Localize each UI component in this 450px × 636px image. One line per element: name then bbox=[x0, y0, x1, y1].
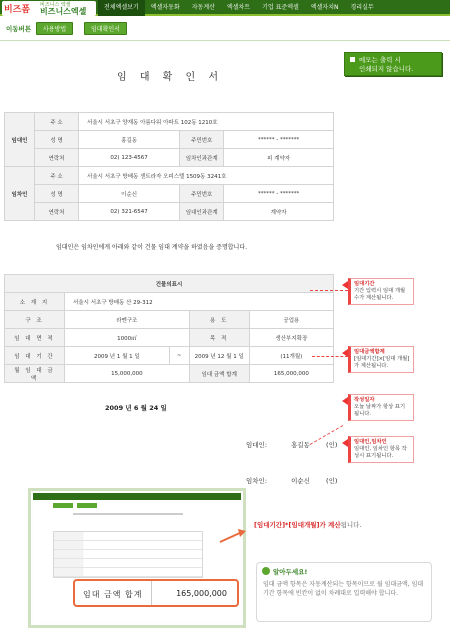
usage-button[interactable]: 사용방법 bbox=[36, 22, 73, 35]
tenant-relation[interactable]: 계약자 bbox=[224, 203, 334, 221]
mini-nav bbox=[33, 493, 241, 500]
nav-excel-chart[interactable]: 엑셀차트 bbox=[226, 4, 251, 11]
tenant-role: 임차인 bbox=[5, 167, 35, 221]
tenant-address-label: 주 소 bbox=[35, 167, 79, 185]
sign-tenant-name: 이순신 bbox=[291, 477, 310, 485]
tip-title: 알아두세요! bbox=[273, 568, 308, 576]
tenant-id-label: 주민번호 bbox=[180, 185, 224, 203]
landlord-id-label: 주민번호 bbox=[180, 131, 224, 149]
callout-body: [임대기간]×[임대 개월]가 계산됩니다. bbox=[354, 356, 410, 369]
callout-title: 임대기간 bbox=[354, 281, 375, 287]
logo-bigtext: 비즈니스엑셀 bbox=[40, 7, 87, 16]
pointer-arrow-icon bbox=[218, 528, 248, 544]
callout-total-rent bbox=[348, 346, 414, 373]
nav-all-excel[interactable]: 전체엑셀보기 bbox=[98, 0, 145, 16]
landlord-phone[interactable]: 02) 123-4567 bbox=[79, 149, 180, 167]
calc-note-mid: 가 계산 bbox=[319, 521, 341, 529]
callout-body: 오늘 날짜가 항상 표기됩니다. bbox=[354, 404, 406, 417]
building-header: 건물의표시 bbox=[5, 275, 334, 293]
document-title: 임 대 확 인 서 bbox=[116, 72, 223, 83]
structure-label: 구 조 bbox=[5, 311, 65, 329]
arrow-icon bbox=[342, 281, 348, 289]
nav-automation[interactable]: 엑셀자동화 bbox=[150, 4, 180, 11]
party-table bbox=[4, 112, 334, 221]
callout-parties bbox=[348, 436, 414, 463]
sign-tenant-seal: (인) bbox=[326, 477, 338, 485]
mini-table bbox=[53, 531, 203, 578]
landlord-address-label: 주 소 bbox=[35, 113, 79, 131]
tenant-name[interactable]: 이순신 bbox=[79, 185, 180, 203]
sign-landlord bbox=[246, 440, 337, 449]
period-start[interactable]: 2009 년 1 월 1 일 bbox=[65, 347, 170, 365]
landlord-id[interactable]: ****** - ******* bbox=[224, 131, 334, 149]
nav-standard-excel[interactable]: 기업 표준엑셀 bbox=[262, 4, 299, 11]
write-date: 2009 년 6 월 24 일 bbox=[105, 404, 167, 412]
bizforms-logo[interactable] bbox=[2, 1, 96, 16]
tenant-address[interactable]: 서울시 서초구 방배동 센트라자 오피스텔 1509동 3241호 bbox=[79, 167, 334, 185]
callout-body: 기간 입력시 임대 개월수가 계산됩니다. bbox=[354, 288, 406, 301]
nav-auto-calc[interactable]: 자동계산 bbox=[191, 4, 215, 11]
area-label: 임 대 면 적 bbox=[5, 329, 65, 347]
mini-row bbox=[54, 568, 202, 577]
monthly-rent-label: 월 임 대 금 액 bbox=[5, 365, 65, 383]
total-rent-label: 임대 금액 합계 bbox=[189, 365, 249, 383]
tenant-phone-label: 연락처 bbox=[35, 203, 79, 221]
calc-note bbox=[254, 520, 362, 529]
divider bbox=[0, 40, 450, 41]
use-value[interactable]: 공업용 bbox=[249, 311, 333, 329]
callout-title: 임대금액합계 bbox=[354, 349, 385, 355]
callout-connector bbox=[310, 290, 348, 291]
move-button-bar bbox=[0, 18, 450, 40]
purpose-label: 목 적 bbox=[189, 329, 249, 347]
mini-row bbox=[54, 559, 202, 568]
landlord-relation[interactable]: 피 계약자 bbox=[224, 149, 334, 167]
nav-accounting[interactable]: 경리실무 bbox=[350, 4, 374, 11]
tip-body: 임대 금액 항목은 자동계산되는 항목이므로 월 임대금액, 임대기간 항목에 빈칸이 없이 차례대로 입력해야 합니다. bbox=[263, 581, 424, 597]
highlight-total-rent bbox=[73, 579, 239, 607]
landlord-phone-label: 연락처 bbox=[35, 149, 79, 167]
area-value[interactable]: 1000㎡ bbox=[65, 329, 190, 347]
highlight-total-label: 임대 금액 합계 bbox=[83, 590, 143, 599]
period-label: 임 대 기 간 bbox=[5, 347, 65, 365]
info-icon bbox=[262, 567, 270, 575]
purpose-value[interactable]: 생산부지확장 bbox=[249, 329, 333, 347]
landlord-relation-label: 임차인과관계 bbox=[180, 149, 224, 167]
lease-confirm-button[interactable]: 임대확인서 bbox=[84, 22, 127, 35]
period-separator: ~ bbox=[169, 347, 189, 365]
use-label: 용 도 bbox=[189, 311, 249, 329]
sign-landlord-name: 홍길동 bbox=[291, 441, 310, 449]
landlord-address[interactable]: 서울시 서초구 양재동 아름다워 아파트 102동 1210호 bbox=[79, 113, 334, 131]
main-nav bbox=[98, 0, 380, 16]
mini-tab bbox=[53, 503, 73, 508]
callout-body: 임대인, 임차인 항목 작성시 표기됩니다. bbox=[354, 446, 407, 459]
arrow-icon bbox=[342, 439, 348, 447]
tenant-phone[interactable]: 02) 321-6547 bbox=[79, 203, 180, 221]
print-memo-text: 메모는 출력 시 인쇄되지 않습니다. bbox=[359, 56, 414, 73]
nav-excel-n[interactable]: 엑셀자치N bbox=[310, 4, 339, 11]
mini-row bbox=[54, 541, 202, 550]
calc-note-formula: [임대기간]*[임대개월] bbox=[254, 521, 320, 529]
sign-landlord-seal: (인) bbox=[326, 441, 338, 449]
landlord-role: 임대인 bbox=[5, 113, 35, 167]
mini-statement bbox=[73, 513, 183, 515]
logo-subtext: 비즈니스 엑셀 bbox=[40, 2, 71, 8]
calc-note-end: 됩니다. bbox=[340, 521, 362, 529]
landlord-name-label: 성 명 bbox=[35, 131, 79, 149]
structure-value[interactable]: 라멘구조 bbox=[65, 311, 190, 329]
mini-tab bbox=[77, 503, 97, 508]
callout-connector bbox=[312, 356, 348, 357]
example-screenshot bbox=[28, 488, 246, 628]
sign-landlord-label: 임대인: bbox=[246, 441, 268, 449]
certification-statement: 임대인은 임차인에게 아래와 같이 건물 임대 계약을 하였음을 증명합니다. bbox=[56, 244, 248, 251]
monthly-rent-value[interactable]: 15,000,000 bbox=[65, 365, 190, 383]
move-button-label: 이동버튼 bbox=[6, 25, 32, 33]
total-rent-value: 165,000,000 bbox=[249, 365, 333, 383]
callout-write-date bbox=[348, 394, 414, 421]
location-value[interactable]: 서울시 서초구 방배동 산 29-312 bbox=[65, 293, 334, 311]
sign-tenant bbox=[246, 476, 337, 485]
screenshot-content bbox=[33, 493, 241, 623]
sign-tenant-label: 임차인: bbox=[246, 477, 268, 485]
arrow-icon bbox=[342, 397, 348, 405]
highlight-separator bbox=[151, 581, 152, 605]
period-end[interactable]: 2009 년 12 월 1 일 bbox=[189, 347, 249, 365]
building-table bbox=[4, 274, 334, 383]
tenant-name-label: 성 명 bbox=[35, 185, 79, 203]
mini-row bbox=[54, 550, 202, 559]
top-nav-bar bbox=[0, 0, 450, 16]
landlord-name[interactable]: 홍길동 bbox=[79, 131, 180, 149]
callout-title: 임대인,임차인 bbox=[354, 439, 387, 445]
callout-title: 작성일자 bbox=[354, 397, 375, 403]
mini-row bbox=[54, 532, 202, 541]
note-bullet-icon bbox=[350, 57, 355, 62]
location-label: 소 재 지 bbox=[5, 293, 65, 311]
period-months: (11개월) bbox=[249, 347, 333, 365]
logo-text: 비즈폼 bbox=[4, 5, 31, 15]
highlight-total-value: 165,000,000 bbox=[176, 589, 227, 598]
tip-box bbox=[256, 562, 432, 622]
tenant-id[interactable]: ****** - ******* bbox=[224, 185, 334, 203]
print-memo-note bbox=[344, 52, 442, 76]
tenant-relation-label: 임대인과관계 bbox=[180, 203, 224, 221]
callout-lease-period bbox=[348, 278, 414, 305]
